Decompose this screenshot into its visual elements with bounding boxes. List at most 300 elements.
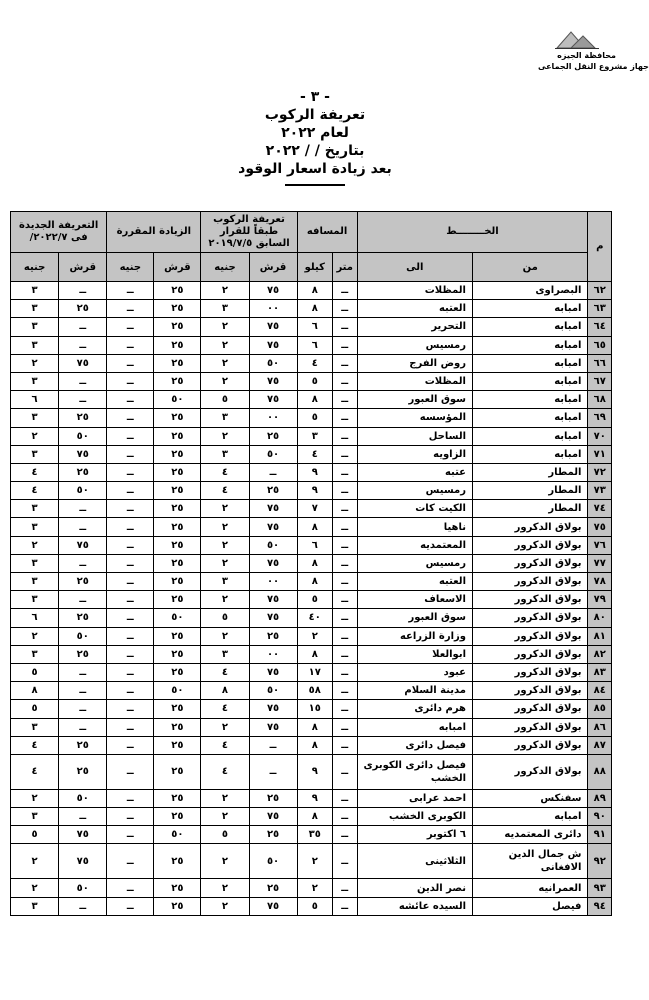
cell-to: رمسيس	[357, 336, 473, 354]
cell-meter: ــ	[332, 627, 357, 645]
cell-inc-piaster: ٥٠	[154, 826, 201, 844]
cell-new-pound: ٢	[11, 844, 59, 879]
cell-old-piaster: ــ	[249, 736, 297, 754]
cell-num: ٩٣	[588, 879, 612, 897]
cell-old-piaster: ٧٥	[249, 663, 297, 681]
cell-inc-pound: ــ	[107, 482, 154, 500]
cell-new-pound: ٣	[11, 808, 59, 826]
cell-meter: ــ	[332, 300, 357, 318]
cell-old-pound: ٢	[201, 844, 249, 879]
cell-kilo: ٥	[297, 372, 332, 390]
cell-meter: ــ	[332, 372, 357, 390]
cell-meter: ــ	[332, 718, 357, 736]
cell-meter: ــ	[332, 518, 357, 536]
cell-num: ٨٣	[588, 663, 612, 681]
cell-inc-piaster: ٢٥	[154, 536, 201, 554]
cell-inc-piaster: ٢٥	[154, 409, 201, 427]
cell-from: العمرانيه	[473, 879, 588, 897]
cell-num: ٧١	[588, 445, 612, 463]
cell-old-pound: ٢	[201, 789, 249, 807]
cell-to: المظلات	[357, 282, 473, 300]
cell-num: ٩٢	[588, 844, 612, 879]
cell-inc-piaster: ٢٥	[154, 627, 201, 645]
cell-old-piaster: ٢٥	[249, 482, 297, 500]
cell-meter: ــ	[332, 879, 357, 897]
cell-to: وزارة الزراعه	[357, 627, 473, 645]
cell-old-piaster: ٧٥	[249, 700, 297, 718]
cell-old-pound: ٣	[201, 645, 249, 663]
cell-new-piaster: ٧٥	[59, 354, 107, 372]
cell-num: ٩١	[588, 826, 612, 844]
cell-old-piaster: ٧٥	[249, 282, 297, 300]
cell-meter: ــ	[332, 282, 357, 300]
cell-old-pound: ٢	[201, 427, 249, 445]
cell-to: عتبه	[357, 463, 473, 481]
cell-to: مدينة السلام	[357, 682, 473, 700]
cell-old-pound: ٢	[201, 500, 249, 518]
cell-inc-pound: ــ	[107, 591, 154, 609]
cell-old-piaster: ٠٠	[249, 300, 297, 318]
cell-old-piaster: ٧٥	[249, 318, 297, 336]
cell-from: امبابه	[473, 391, 588, 409]
cell-new-pound: ٦	[11, 609, 59, 627]
cell-kilo: ٦	[297, 336, 332, 354]
cell-to: فيصل دائرى	[357, 736, 473, 754]
cell-inc-piaster: ٢٥	[154, 282, 201, 300]
cell-old-piaster: ٧٥	[249, 897, 297, 915]
cell-inc-piaster: ٢٥	[154, 663, 201, 681]
table-row	[11, 354, 612, 372]
cell-to: المظلات	[357, 372, 473, 390]
cell-from: سفنكس	[473, 789, 588, 807]
cell-inc-pound: ــ	[107, 879, 154, 897]
cell-num: ٦٩	[588, 409, 612, 427]
tariff-table	[10, 211, 612, 916]
cell-meter: ــ	[332, 682, 357, 700]
cell-old-piaster: ٥٠	[249, 536, 297, 554]
cell-num: ٨٥	[588, 700, 612, 718]
cell-from: امبابه	[473, 318, 588, 336]
cell-to: الكوبرى الخشب	[357, 808, 473, 826]
cell-old-piaster: ــ	[249, 463, 297, 481]
cell-old-pound: ٤	[201, 482, 249, 500]
cell-from: امبابه	[473, 409, 588, 427]
cell-from: بولاق الدكرور	[473, 736, 588, 754]
cell-kilo: ٩	[297, 754, 332, 789]
cell-inc-pound: ــ	[107, 682, 154, 700]
cell-to: المؤسسه	[357, 409, 473, 427]
cell-inc-pound: ــ	[107, 409, 154, 427]
cell-old-piaster: ٧٥	[249, 718, 297, 736]
cell-old-pound: ٥	[201, 826, 249, 844]
cell-old-pound: ٣	[201, 445, 249, 463]
cell-new-piaster: ٢٥	[59, 645, 107, 663]
cell-inc-pound: ــ	[107, 754, 154, 789]
cell-num: ٦٤	[588, 318, 612, 336]
cell-new-piaster: ٢٥	[59, 736, 107, 754]
cell-new-piaster: ــ	[59, 336, 107, 354]
cell-from: بولاق الدكرور	[473, 591, 588, 609]
cell-new-pound: ٤	[11, 463, 59, 481]
cell-old-pound: ٢	[201, 808, 249, 826]
cell-from: امبابه	[473, 445, 588, 463]
table-row	[11, 718, 612, 736]
cell-new-pound: ٣	[11, 300, 59, 318]
cell-new-piaster: ٧٥	[59, 445, 107, 463]
cell-from: امبابه	[473, 427, 588, 445]
cell-inc-piaster: ٥٠	[154, 391, 201, 409]
table-row	[11, 536, 612, 554]
cell-kilo: ٣	[297, 427, 332, 445]
cell-meter: ــ	[332, 354, 357, 372]
cell-num: ٨٧	[588, 736, 612, 754]
header-increase: الزيادة المقررة	[107, 212, 201, 253]
cell-new-pound: ٣	[11, 645, 59, 663]
cell-new-pound: ٣	[11, 554, 59, 572]
cell-new-pound: ٣	[11, 518, 59, 536]
table-row	[11, 754, 612, 789]
cell-from: امبابه	[473, 300, 588, 318]
cell-new-pound: ٣	[11, 897, 59, 915]
cell-kilo: ٩	[297, 482, 332, 500]
cell-inc-pound: ــ	[107, 718, 154, 736]
cell-old-piaster: ٠٠	[249, 645, 297, 663]
cell-kilo: ٣٥	[297, 826, 332, 844]
cell-new-pound: ٢	[11, 354, 59, 372]
cell-inc-piaster: ٢٥	[154, 700, 201, 718]
cell-inc-piaster: ٢٥	[154, 427, 201, 445]
cell-from: دائرى المعتمديه	[473, 826, 588, 844]
table-row	[11, 826, 612, 844]
cell-kilo: ٥	[297, 591, 332, 609]
cell-num: ٨٤	[588, 682, 612, 700]
cell-old-piaster: ٢٥	[249, 826, 297, 844]
cell-kilo: ٨	[297, 282, 332, 300]
cell-new-piaster: ٥٠	[59, 627, 107, 645]
cell-new-pound: ٣	[11, 372, 59, 390]
cell-old-piaster: ٧٥	[249, 518, 297, 536]
document-subtitle: بعد زيادة اسعار الوقود	[238, 161, 392, 177]
cell-kilo: ٢	[297, 627, 332, 645]
cell-num: ٨١	[588, 627, 612, 645]
cell-new-piaster: ٥٠	[59, 789, 107, 807]
cell-num: ٦٥	[588, 336, 612, 354]
cell-new-piaster: ٥٠	[59, 482, 107, 500]
cell-new-pound: ٥	[11, 700, 59, 718]
table-row	[11, 318, 612, 336]
cell-old-pound: ٢	[201, 554, 249, 572]
cell-to: السيده عائشه	[357, 897, 473, 915]
cell-meter: ــ	[332, 897, 357, 915]
cell-num: ٦٣	[588, 300, 612, 318]
cell-new-pound: ٥	[11, 663, 59, 681]
cell-inc-pound: ــ	[107, 700, 154, 718]
cell-inc-pound: ــ	[107, 445, 154, 463]
cell-new-pound: ٣	[11, 573, 59, 591]
cell-inc-piaster: ٢٥	[154, 789, 201, 807]
cell-num: ٧٣	[588, 482, 612, 500]
cell-old-pound: ٢	[201, 318, 249, 336]
cell-to: رمسيس	[357, 482, 473, 500]
cell-inc-pound: ــ	[107, 897, 154, 915]
cell-inc-pound: ــ	[107, 554, 154, 572]
cell-num: ٦٢	[588, 282, 612, 300]
cell-from: المطار	[473, 500, 588, 518]
cell-to: الساحل	[357, 427, 473, 445]
cell-from: امبابه	[473, 808, 588, 826]
header-new-fare: التعريفة الجديدة فى ٢٠٢٢/٧/	[11, 212, 107, 253]
cell-new-pound: ٤	[11, 754, 59, 789]
cell-from: بولاق الدكرور	[473, 554, 588, 572]
cell-meter: ــ	[332, 482, 357, 500]
tariff-rows	[11, 282, 612, 916]
cell-from: بولاق الدكرور	[473, 700, 588, 718]
cell-kilo: ٨	[297, 718, 332, 736]
cell-to: روض الفرج	[357, 354, 473, 372]
cell-kilo: ٨	[297, 645, 332, 663]
cell-new-piaster: ــ	[59, 518, 107, 536]
cell-kilo: ٨	[297, 554, 332, 572]
cell-inc-piaster: ٢٥	[154, 300, 201, 318]
cell-old-piaster: ٧٥	[249, 336, 297, 354]
cell-new-pound: ٣	[11, 282, 59, 300]
cell-num: ٨٠	[588, 609, 612, 627]
cell-to: رمسيس	[357, 554, 473, 572]
cell-inc-piaster: ٢٥	[154, 879, 201, 897]
cell-kilo: ٢	[297, 844, 332, 879]
cell-kilo: ٧	[297, 500, 332, 518]
cell-old-piaster: ٢٥	[249, 879, 297, 897]
cell-old-pound: ٥	[201, 391, 249, 409]
cell-kilo: ٦	[297, 318, 332, 336]
cell-to: المعتمديه	[357, 536, 473, 554]
cell-inc-pound: ــ	[107, 318, 154, 336]
table-row	[11, 736, 612, 754]
cell-kilo: ٢	[297, 879, 332, 897]
cell-to: سوق العبور	[357, 391, 473, 409]
cell-inc-pound: ــ	[107, 645, 154, 663]
cell-from: امبابه	[473, 372, 588, 390]
table-row	[11, 844, 612, 879]
cell-from: امبابه	[473, 336, 588, 354]
cell-meter: ــ	[332, 808, 357, 826]
cell-kilo: ١٧	[297, 663, 332, 681]
cell-to: هرم دائرى	[357, 700, 473, 718]
cell-inc-piaster: ٢٥	[154, 354, 201, 372]
table-row	[11, 463, 612, 481]
cell-meter: ــ	[332, 554, 357, 572]
cell-num: ٧٨	[588, 573, 612, 591]
cell-new-piaster: ٧٥	[59, 826, 107, 844]
cell-new-pound: ٤	[11, 736, 59, 754]
cell-inc-piaster: ٢٥	[154, 591, 201, 609]
cell-new-pound: ٣	[11, 336, 59, 354]
cell-inc-piaster: ٢٥	[154, 318, 201, 336]
cell-from: بولاق الدكرور	[473, 573, 588, 591]
cell-old-piaster: ٥٠	[249, 844, 297, 879]
cell-inc-pound: ــ	[107, 372, 154, 390]
table-row	[11, 627, 612, 645]
cell-to: الزاويه	[357, 445, 473, 463]
document-date: بتاريخ / / ٢٠٢٢	[265, 143, 365, 159]
cell-to: الثلاثينى	[357, 844, 473, 879]
cell-old-piaster: ٢٥	[249, 789, 297, 807]
header-divider	[285, 184, 345, 186]
table-row	[11, 427, 612, 445]
cell-inc-piaster: ٥٠	[154, 609, 201, 627]
cell-num: ٦٧	[588, 372, 612, 390]
cell-num: ٩٠	[588, 808, 612, 826]
cell-new-pound: ٤	[11, 482, 59, 500]
cell-old-pound: ٣	[201, 573, 249, 591]
cell-old-pound: ٤	[201, 736, 249, 754]
header-inc-pound: جنيه	[107, 253, 154, 282]
table-row	[11, 789, 612, 807]
header-num: م	[588, 212, 612, 282]
cell-new-piaster: ــ	[59, 682, 107, 700]
cell-old-piaster: ــ	[249, 754, 297, 789]
cell-inc-pound: ــ	[107, 282, 154, 300]
header-meter: متر	[332, 253, 357, 282]
cell-meter: ــ	[332, 736, 357, 754]
org-name-agency: جهاز مشروع النقل الجماعى	[538, 62, 649, 71]
cell-old-pound: ٤	[201, 754, 249, 789]
cell-meter: ــ	[332, 844, 357, 879]
cell-old-pound: ٣	[201, 409, 249, 427]
cell-new-piaster: ــ	[59, 372, 107, 390]
pyramids-logo-icon	[555, 28, 599, 50]
cell-inc-piaster: ٢٥	[154, 718, 201, 736]
cell-new-piaster: ٢٥	[59, 609, 107, 627]
header-new-pound: جنيه	[11, 253, 59, 282]
cell-to: امبابه	[357, 718, 473, 736]
cell-inc-pound: ــ	[107, 354, 154, 372]
cell-from: بولاق الدكرور	[473, 682, 588, 700]
cell-num: ٨٩	[588, 789, 612, 807]
cell-num: ٧٢	[588, 463, 612, 481]
cell-kilo: ٤٠	[297, 609, 332, 627]
cell-to: ابوالعلا	[357, 645, 473, 663]
cell-to: ٦ اكتوبر	[357, 826, 473, 844]
cell-old-pound: ٢	[201, 718, 249, 736]
cell-old-piaster: ٧٥	[249, 500, 297, 518]
cell-inc-pound: ــ	[107, 609, 154, 627]
cell-inc-piaster: ٢٥	[154, 645, 201, 663]
cell-new-pound: ٢	[11, 427, 59, 445]
table-row	[11, 445, 612, 463]
cell-from: بولاق الدكرور	[473, 518, 588, 536]
cell-num: ٧٥	[588, 518, 612, 536]
cell-kilo: ٨	[297, 736, 332, 754]
cell-from: ش جمال الدين الافغانى	[473, 844, 588, 879]
table-row	[11, 700, 612, 718]
cell-num: ٧٠	[588, 427, 612, 445]
document-title: تعريفة الركوب	[264, 107, 366, 123]
cell-new-piaster: ــ	[59, 591, 107, 609]
cell-meter: ــ	[332, 700, 357, 718]
table-row	[11, 372, 612, 390]
cell-kilo: ٩	[297, 463, 332, 481]
cell-old-piaster: ٧٥	[249, 372, 297, 390]
cell-new-piaster: ــ	[59, 700, 107, 718]
cell-inc-pound: ــ	[107, 463, 154, 481]
cell-old-pound: ٢	[201, 518, 249, 536]
cell-new-pound: ٣	[11, 500, 59, 518]
cell-to: الاسعاف	[357, 591, 473, 609]
cell-inc-piaster: ٢٥	[154, 808, 201, 826]
cell-kilo: ٨	[297, 808, 332, 826]
cell-kilo: ١٥	[297, 700, 332, 718]
cell-inc-pound: ــ	[107, 500, 154, 518]
table-row	[11, 609, 612, 627]
cell-meter: ــ	[332, 536, 357, 554]
cell-old-piaster: ٧٥	[249, 609, 297, 627]
page-number: - ٣ -	[300, 89, 330, 105]
cell-old-pound: ٢	[201, 536, 249, 554]
table-row	[11, 897, 612, 915]
cell-new-piaster: ــ	[59, 554, 107, 572]
cell-inc-pound: ــ	[107, 663, 154, 681]
cell-meter: ــ	[332, 645, 357, 663]
cell-kilo: ٥	[297, 409, 332, 427]
cell-new-pound: ٢	[11, 536, 59, 554]
cell-num: ٦٨	[588, 391, 612, 409]
cell-meter: ــ	[332, 573, 357, 591]
header-old-piaster: قرش	[249, 253, 297, 282]
cell-inc-piaster: ٢٥	[154, 573, 201, 591]
cell-inc-piaster: ٢٥	[154, 754, 201, 789]
cell-old-piaster: ٠٠	[249, 409, 297, 427]
cell-old-pound: ٤	[201, 463, 249, 481]
header-old-fare: تعريفة الركوب طبقاً للقرار السابق ٢٠١٩/٧/٥	[201, 212, 297, 253]
cell-num: ٨٢	[588, 645, 612, 663]
cell-meter: ــ	[332, 391, 357, 409]
table-row	[11, 518, 612, 536]
cell-inc-pound: ــ	[107, 336, 154, 354]
cell-inc-pound: ــ	[107, 844, 154, 879]
header-to: الى	[357, 253, 473, 282]
table-row	[11, 391, 612, 409]
cell-new-piaster: ٧٥	[59, 536, 107, 554]
cell-meter: ــ	[332, 789, 357, 807]
cell-from: بولاق الدكرور	[473, 627, 588, 645]
cell-inc-pound: ــ	[107, 391, 154, 409]
cell-old-pound: ٤	[201, 663, 249, 681]
cell-old-piaster: ٥٠	[249, 445, 297, 463]
cell-old-piaster: ٧٥	[249, 554, 297, 572]
cell-old-piaster: ٥٠	[249, 682, 297, 700]
cell-from: فيصل	[473, 897, 588, 915]
cell-new-pound: ٢	[11, 627, 59, 645]
org-logo	[538, 28, 649, 72]
cell-from: بولاق الدكرور	[473, 645, 588, 663]
cell-new-pound: ٣	[11, 718, 59, 736]
table-row	[11, 500, 612, 518]
cell-to: عبود	[357, 663, 473, 681]
cell-from: بولاق الدكرور	[473, 754, 588, 789]
table-row	[11, 645, 612, 663]
cell-new-piaster: ــ	[59, 663, 107, 681]
cell-inc-pound: ــ	[107, 808, 154, 826]
cell-new-piaster: ٧٥	[59, 844, 107, 879]
cell-from: بولاق الدكرور	[473, 718, 588, 736]
cell-from: بولاق الدكرور	[473, 609, 588, 627]
header-new-piaster: قرش	[59, 253, 107, 282]
cell-kilo: ٤	[297, 445, 332, 463]
org-name-governorate: محافظة الجيزه	[557, 51, 616, 60]
cell-old-pound: ٢	[201, 591, 249, 609]
cell-new-piaster: ــ	[59, 282, 107, 300]
